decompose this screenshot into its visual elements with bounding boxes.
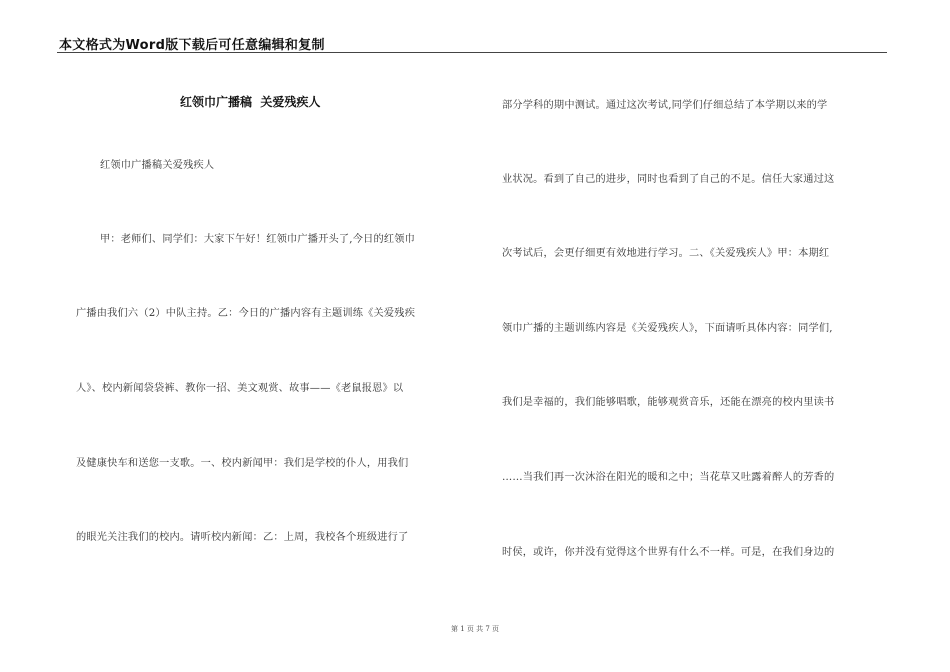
document-header <box>57 30 887 53</box>
left-line: 甲：老师们、同学们：大家下午好！红领巾广播开头了,今日的红领巾 <box>100 234 416 245</box>
right-line: 部分学科的期中测试。通过这次考试,同学们仔细总结了本学期以来的学 <box>502 100 828 111</box>
right-line: 次考试后，会更仔细更有效地进行学习。二、《关爱残疾人》甲：本期红 <box>502 248 830 259</box>
left-line: 人》、校内新闻袋袋裤、教你一招、美文观赏、故事——《老鼠报恩》以 <box>76 383 404 394</box>
right-line: ……当我们再一次沐浴在阳光的暖和之中；当花草又吐露着醉人的芳香的 <box>502 472 835 483</box>
left-line: 及健康快车和送您一支歌。一、校内新闻甲：我们是学校的仆人，用我们 <box>76 458 409 469</box>
left-line: 的眼光关注我们的校内。请听校内新闻：乙：上周，我校各个班级进行了 <box>76 532 409 543</box>
page-indicator: 第 1 页 共 7 页 <box>450 625 500 633</box>
right-line: 业状况。看到了自己的进步，同时也看到了自己的不足。信任大家通过这 <box>502 174 835 185</box>
right-line: 时侯，或许，你并没有觉得这个世界有什么不一样。可是，在我们身边的 <box>502 547 835 558</box>
left-line: 广播由我们六（2）中队主持。乙：今日的广播内容有主题训练《关爱残疾 <box>76 308 416 319</box>
header-banner: 本文格式为Word版下载后可任意编辑和复制 <box>59 38 325 53</box>
right-line: 领巾广播的主题训练内容是《关爱残疾人》，下面请听具体内容：同学们, <box>502 323 833 334</box>
document-title: 红领巾广播稿 关爱残疾人 <box>180 95 321 109</box>
left-line: 红领巾广播稿关爱残疾人 <box>100 160 215 171</box>
right-line: 我们是幸福的，我们能够唱歌，能够观赏音乐，还能在漂亮的校内里读书 <box>502 397 835 408</box>
